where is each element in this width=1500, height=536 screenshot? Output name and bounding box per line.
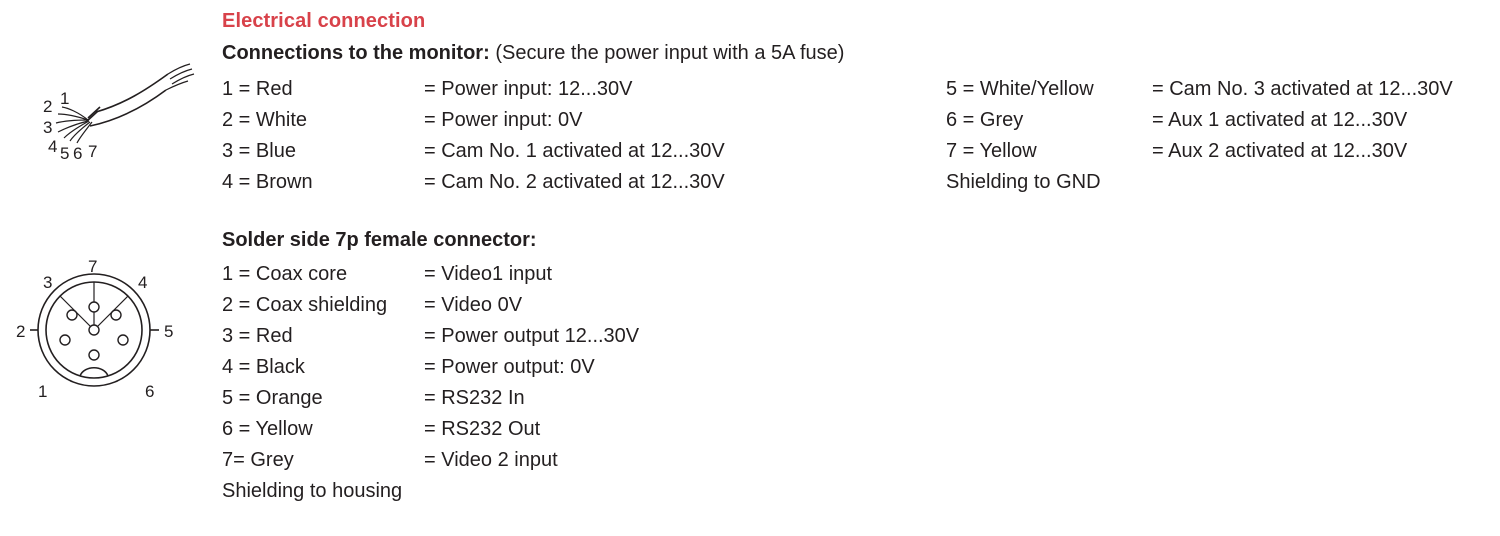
- table-row: [222, 74, 725, 105]
- pin-desc: = Cam No. 3 activated at 12...30V: [1152, 78, 1453, 100]
- monitor-connections-subheading: [222, 42, 844, 65]
- pin-label: 7 = Yellow: [946, 140, 1037, 162]
- pin-desc: = Power input: 0V: [424, 109, 583, 131]
- solder-pin-list: [222, 259, 639, 507]
- table-row: [222, 445, 639, 476]
- solder-shielding-note: Shielding to housing: [222, 480, 403, 502]
- table-row: [222, 321, 639, 352]
- pin-label: 4 = Brown: [222, 171, 313, 193]
- pin-desc: = Power output: 0V: [424, 356, 595, 378]
- svg-text:3: 3: [43, 273, 53, 292]
- pin-label: 5 = White/Yellow: [946, 78, 1094, 100]
- monitor-pin-list-right: [946, 74, 1453, 198]
- table-row: [222, 136, 725, 167]
- table-row: [222, 414, 639, 445]
- section-title: Electrical connection: [222, 10, 426, 32]
- pin-label: 2 = Coax shielding: [222, 294, 388, 316]
- table-row: [222, 105, 725, 136]
- pin-desc: = Power output 12...30V: [424, 325, 640, 347]
- pin-label: 7= Grey: [222, 449, 294, 471]
- pin-label: 1 = Coax core: [222, 263, 348, 285]
- connector-pinout-diagram: [12, 245, 212, 415]
- svg-text:1: 1: [60, 89, 70, 108]
- svg-text:7: 7: [88, 142, 98, 161]
- pin-desc: = Cam No. 1 activated at 12...30V: [424, 140, 725, 162]
- svg-text:1: 1: [38, 382, 48, 401]
- table-row: [222, 383, 639, 414]
- monitor-subheading-bold: Connections to the monitor:: [222, 42, 490, 64]
- svg-text:6: 6: [145, 382, 155, 401]
- pin-label: 3 = Red: [222, 325, 293, 347]
- table-row: [946, 105, 1453, 136]
- pin-label: 1 = Red: [222, 78, 293, 100]
- pin-label: 4 = Black: [222, 356, 305, 378]
- pin-desc: = Video 2 input: [424, 449, 558, 471]
- pin-label: 2 = White: [222, 109, 308, 131]
- pin-desc: = Power input: 12...30V: [424, 78, 633, 100]
- monitor-subheading-note: (Secure the power input with a 5A fuse): [495, 42, 845, 64]
- table-row: [222, 290, 639, 321]
- pin-label: 6 = Yellow: [222, 418, 313, 440]
- solder-side-subheading: Solder side 7p female connector:: [222, 229, 537, 251]
- pin-label: 3 = Blue: [222, 140, 296, 162]
- svg-text:5: 5: [60, 144, 70, 163]
- pin-label: 6 = Grey: [946, 109, 1024, 131]
- table-row: [222, 167, 725, 198]
- table-row: [222, 259, 639, 290]
- svg-text:3: 3: [43, 118, 53, 137]
- pin-desc: = Video 0V: [424, 294, 523, 316]
- svg-text:2: 2: [16, 322, 26, 341]
- monitor-pin-list-left: [222, 74, 725, 198]
- pin-desc: = RS232 In: [424, 387, 525, 409]
- table-row: [222, 352, 639, 383]
- svg-text:4: 4: [138, 273, 148, 292]
- monitor-shielding-note: Shielding to GND: [946, 171, 1101, 193]
- svg-text:6: 6: [73, 144, 83, 163]
- pin-desc: = Aux 2 activated at 12...30V: [1152, 140, 1408, 162]
- svg-text:7: 7: [88, 257, 98, 276]
- table-row: [946, 74, 1453, 105]
- svg-text:4: 4: [48, 137, 58, 156]
- pin-desc: = Video1 input: [424, 263, 553, 285]
- svg-text:5: 5: [164, 322, 174, 341]
- cable-harness-diagram: [18, 60, 208, 180]
- pin-label: 5 = Orange: [222, 387, 323, 409]
- svg-text:2: 2: [43, 97, 53, 116]
- pin-desc: = RS232 Out: [424, 418, 541, 440]
- pin-desc: = Cam No. 2 activated at 12...30V: [424, 171, 725, 193]
- table-row: [946, 136, 1453, 167]
- pin-desc: = Aux 1 activated at 12...30V: [1152, 109, 1408, 131]
